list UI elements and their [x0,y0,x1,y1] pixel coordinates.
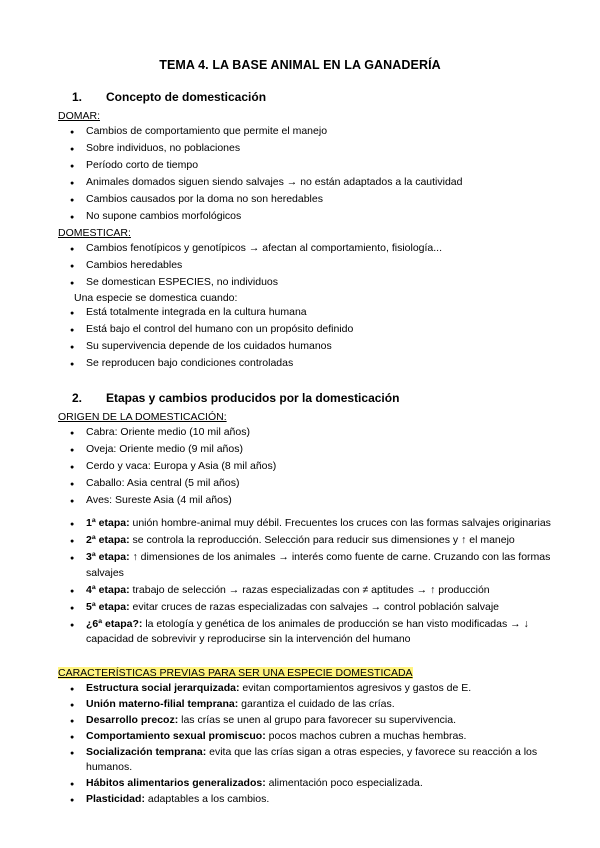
list-item: ● Se reproducen bajo condiciones controladas [46,356,554,372]
caracteristica-text: pocos machos cubren a muchas hembras. [265,729,467,742]
caracteristica-text: alimentación poco especializada. [265,777,423,789]
caracteristica-label: Estructura social jerarquizada: [86,681,240,694]
list-item-caracteristica [46,713,554,729]
page-title: TEMA 4. LA BASE ANIMAL EN LA GANADERÍA [159,58,441,72]
caracteristica-text: garantiza el cuidado de las crías. [238,697,395,710]
list-item-caracteristica [46,792,554,808]
subheading-origen: ORIGEN DE LA DOMESTICACIÓN: [58,410,227,423]
subheading-caracteristicas: CARACTERÍSTICAS PREVIAS PARA SER UNA ESPECIE DOMESTICADA [58,666,413,679]
caracteristica-label: Hábitos alimentarios generalizados: [86,777,266,789]
etapa-text: evitar cruces de razas especializadas con salvajes → control población salvaje [129,600,500,613]
especie-intro-line: Una especie se domestica cuando: [74,292,238,304]
caracteristica-label: Socialización temprana: [86,745,207,758]
list-item: ● Animales domados siguen siendo salvajes → no están adaptados a la cautividad [46,175,554,191]
list-etapas [46,516,554,648]
list-item-caracteristica [46,697,554,713]
subheading-domesticar: DOMESTICAR: [58,226,131,239]
section-title-2: Etapas y cambios producidos por la domesticación [106,390,400,405]
list-item: ● Se domestican ESPECIES, no individuos [46,275,554,291]
list-item: ● Oveja: Oriente medio (9 mil años) [46,442,554,458]
list-especie-domesticada [46,305,554,372]
caracteristica-text: evita que las crías sigan a otras especies, y favorece su reacción a los humanos. [86,745,538,773]
list-item-caracteristica [46,745,554,776]
caracteristica-label: Plasticidad: [86,793,145,805]
list-item-caracteristica [46,776,554,792]
list-domesticar [46,241,554,291]
list-item-etapa [46,600,554,616]
etapa-text: se controla la reproducción. Selección para reducir sus dimensiones y ↑ el manejo [129,534,515,546]
etapa-label: 1ª etapa: [86,517,130,529]
list-domar [46,124,554,225]
list-item: ● Sobre individuos, no poblaciones [46,141,554,157]
caracteristica-text: las crías se unen al grupo para favorecer su supervivencia. [178,713,457,726]
list-item: ● Cabra: Oriente medio (10 mil años) [46,425,554,441]
list-item-etapa [46,550,554,581]
etapa-label: 2ª etapa: [86,534,130,546]
etapa-label: 4ª etapa: [86,583,130,596]
etapa-text: la etología y genética de los animales de producción se han visto modificadas → ↓ capacidad de sobrevivir y reproducirse sin la intervención del humano [86,617,529,645]
list-origen-domesticacion [46,425,554,509]
list-item: ● Cambios causados por la doma no son heredables [46,192,554,208]
section-title-1: Concepto de domesticación [106,90,267,104]
caracteristica-label: Unión materno-filial temprana: [86,697,239,710]
list-item: ● Su supervivencia depende de los cuidados humanos [46,339,554,355]
section-heading-1 [46,90,554,104]
list-item: ● Está totalmente integrada en la cultura humana [46,305,554,321]
subheading-domar: DOMAR: [58,110,100,122]
list-item: ● Está bajo el control del humano con un propósito definido [46,322,554,338]
etapa-label: 3ª etapa: [86,551,130,563]
etapa-text: ↑ dimensiones de los animales → interés como fuente de carne. Cruzando con las formas salvajes [86,551,551,579]
section-number-2: 2. [72,390,83,405]
caracteristica-label: Desarrollo precoz: [86,713,179,726]
list-item: ● Aves: Sureste Asia (4 mil años) [46,493,554,509]
caracteristica-label: Comportamiento sexual promiscuo: [86,729,266,742]
list-item: ● Cambios heredables [46,258,554,274]
section-heading-2 [46,391,554,405]
list-item-caracteristica [46,729,554,745]
caracteristica-text: adaptables a los cambios. [144,793,270,805]
etapa-text: unión hombre-animal muy débil. Frecuentes los cruces con las formas salvajes originarias [129,517,551,529]
caracteristica-text: evitan comportamientos agresivos y gastos de E. [239,681,472,694]
list-item: ● Cerdo y vaca: Europa y Asia (8 mil años) [46,459,554,475]
etapa-label: ¿6ª etapa?: [86,617,143,630]
etapa-label: 5ª etapa: [86,600,130,613]
list-caracteristicas [46,681,554,808]
etapa-text: trabajo de selección → razas especializadas con ≠ aptitudes → ↑ producción [129,583,490,596]
list-item: ● Período corto de tiempo [46,158,554,174]
list-item: ● Caballo: Asia central (5 mil años) [46,476,554,492]
list-item-etapa [46,617,554,648]
list-item: ● Cambios de comportamiento que permite el manejo [46,124,554,140]
list-item-etapa [46,516,554,532]
list-item-etapa [46,583,554,599]
section-number-1: 1. [72,90,83,104]
list-item: ● No supone cambios morfológicos [46,209,554,225]
list-item-etapa [46,533,554,549]
list-item: ● Cambios fenotípicos y genotípicos → afectan al comportamiento, fisiología... [46,241,554,257]
list-item-caracteristica [46,681,554,697]
